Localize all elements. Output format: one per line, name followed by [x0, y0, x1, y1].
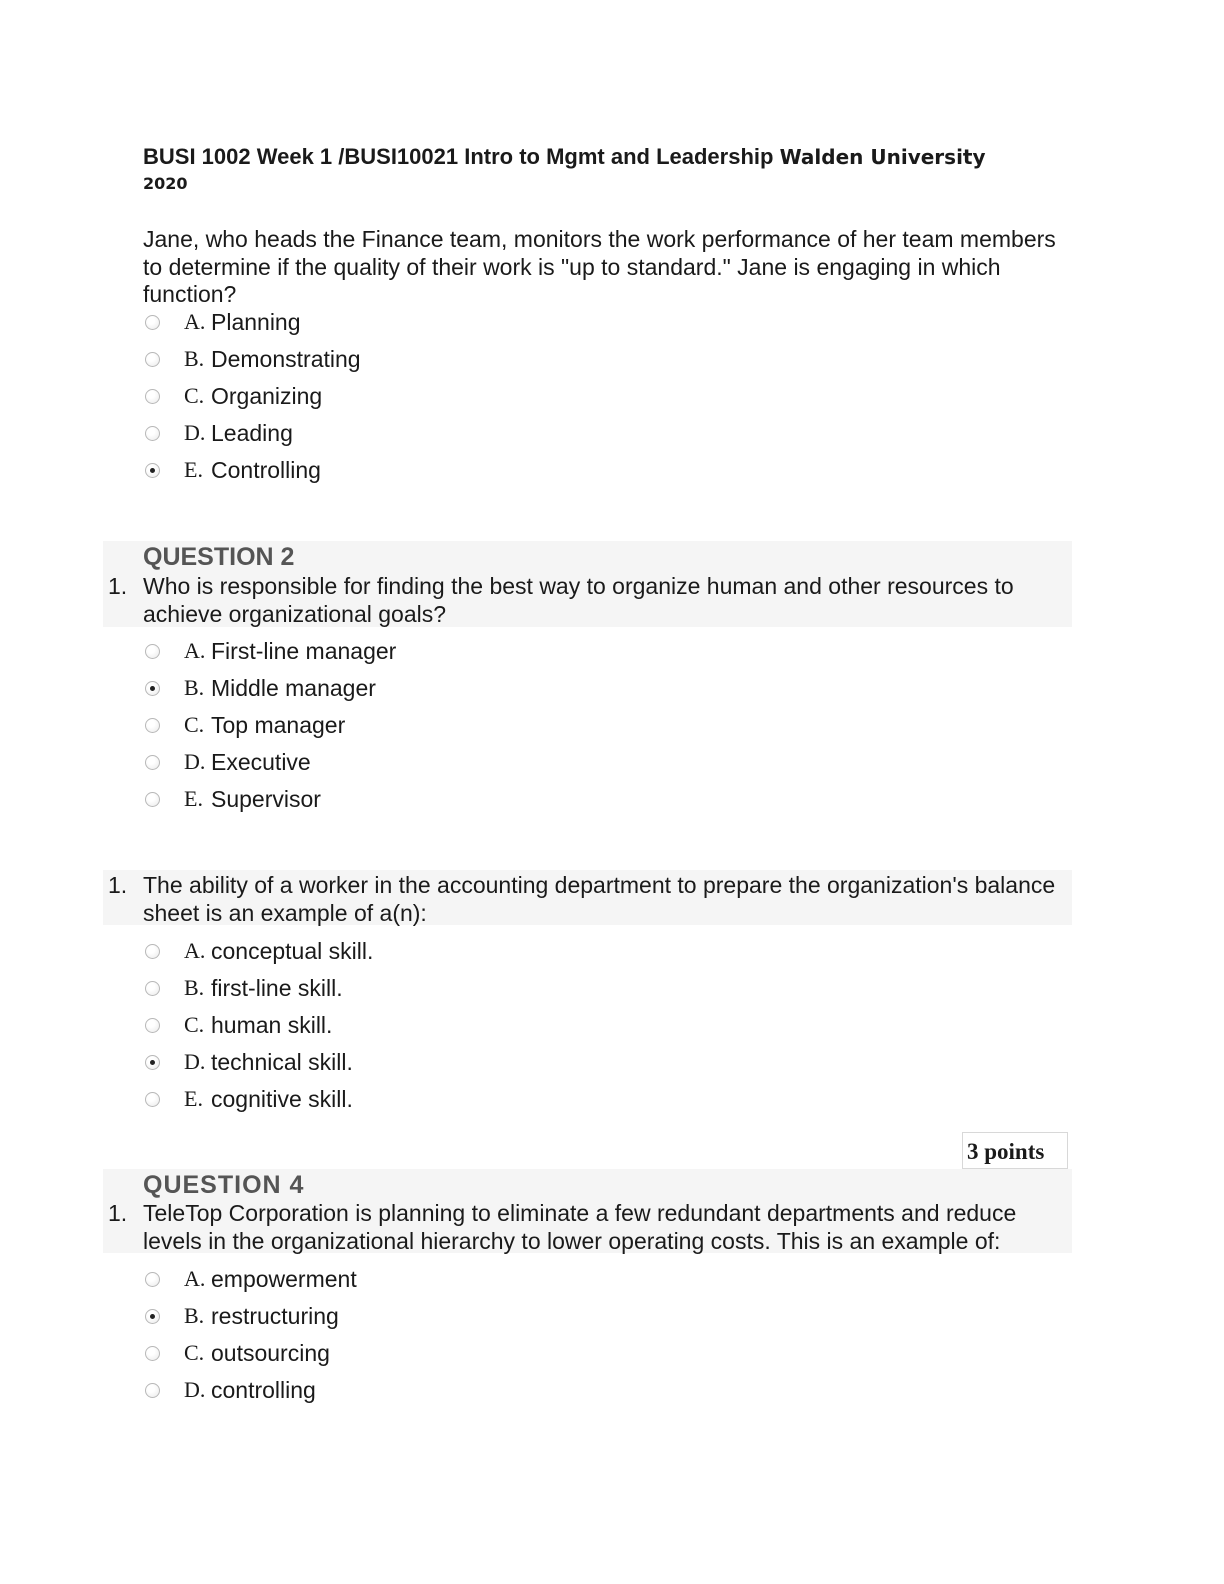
radio-icon[interactable] — [145, 352, 160, 367]
option-text: Planning — [211, 308, 301, 335]
radio-icon[interactable] — [145, 1018, 160, 1033]
option-letter: E. — [184, 786, 203, 811]
question-3-text: The ability of a worker in the accounting department to prepare the organization's balance sheet is an example of a(n): — [143, 872, 1056, 926]
q3-option-a[interactable] — [145, 937, 373, 965]
question-4-text: TeleTop Corporation is planning to eliminate a few redundant departments and reduce levels in the organizational hierarchy to lower operating costs. This is an example of: — [143, 1200, 1017, 1254]
radio-icon[interactable] — [145, 981, 160, 996]
option-text: cognitive skill. — [211, 1085, 353, 1112]
option-text: Top manager — [211, 711, 346, 738]
question-2-number: 1. — [108, 573, 128, 599]
radio-icon[interactable] — [145, 1346, 160, 1361]
option-text: Executive — [211, 748, 311, 775]
q3-option-e[interactable] — [145, 1085, 353, 1113]
option-text: restructuring — [211, 1302, 339, 1329]
option-text: First-line manager — [211, 637, 397, 664]
document-year: 2020 — [143, 174, 188, 193]
q4-option-b[interactable] — [145, 1302, 339, 1330]
question-3-number: 1. — [108, 872, 128, 898]
option-letter: A. — [184, 309, 206, 334]
radio-icon[interactable] — [145, 1383, 160, 1398]
q2-option-a[interactable] — [145, 637, 396, 665]
q4-option-c[interactable] — [145, 1339, 330, 1367]
q2-option-b[interactable] — [145, 674, 376, 702]
option-text: controlling — [211, 1376, 316, 1403]
q3-option-b[interactable] — [145, 974, 343, 1002]
option-letter: A. — [184, 1266, 206, 1291]
option-letter: B. — [184, 975, 205, 1000]
q1-option-e[interactable] — [145, 456, 321, 484]
question-1-text: Jane, who heads the Finance team, monitors the work performance of her team members to determine if the quality of their work is "up to standard." Jane is engaging in which function? — [143, 226, 1056, 307]
radio-selected-icon[interactable] — [145, 1309, 160, 1324]
q3-option-c[interactable] — [145, 1011, 332, 1039]
option-text: Middle manager — [211, 674, 376, 701]
radio-selected-icon[interactable] — [145, 463, 160, 478]
question-2-text: Who is responsible for finding the best way to organize human and other resources to achieve organizational goals? — [143, 573, 1014, 627]
option-letter: E. — [184, 1086, 203, 1111]
q1-option-b[interactable] — [145, 345, 361, 373]
option-text: Controlling — [211, 456, 321, 483]
question-4-heading: QUESTION 4 — [143, 1171, 305, 1199]
q1-option-a[interactable] — [145, 308, 301, 336]
q1-option-c[interactable] — [145, 382, 322, 410]
option-text: Demonstrating — [211, 345, 361, 372]
option-letter: D. — [184, 749, 206, 774]
option-letter: D. — [184, 1377, 206, 1402]
option-text: Leading — [211, 419, 293, 446]
option-text: Organizing — [211, 382, 323, 409]
q2-option-d[interactable] — [145, 748, 311, 776]
points-badge: 3 points — [962, 1132, 1068, 1169]
radio-icon[interactable] — [145, 426, 160, 441]
radio-icon[interactable] — [145, 755, 160, 770]
option-letter: C. — [184, 1340, 205, 1365]
course-title: BUSI 1002 Week 1 /BUSI10021 Intro to Mgmt and Leadership — [143, 144, 774, 169]
option-letter: A. — [184, 938, 206, 963]
option-letter: D. — [184, 420, 206, 445]
radio-icon[interactable] — [145, 389, 160, 404]
option-text: conceptual skill. — [211, 937, 374, 964]
q1-option-d[interactable] — [145, 419, 293, 447]
q2-option-c[interactable] — [145, 711, 345, 739]
radio-icon[interactable] — [145, 644, 160, 659]
radio-icon[interactable] — [145, 1092, 160, 1107]
option-text: outsourcing — [211, 1339, 330, 1366]
option-text: Supervisor — [211, 785, 321, 812]
radio-icon[interactable] — [145, 718, 160, 733]
school-name: Walden University — [779, 145, 986, 169]
question-4-number: 1. — [108, 1200, 128, 1226]
radio-selected-icon[interactable] — [145, 1055, 160, 1070]
option-letter: D. — [184, 1049, 206, 1074]
q4-option-a[interactable] — [145, 1265, 357, 1293]
q3-option-d[interactable] — [145, 1048, 353, 1076]
option-letter: B. — [184, 346, 205, 371]
option-text: human skill. — [211, 1011, 333, 1038]
radio-icon[interactable] — [145, 315, 160, 330]
option-letter: E. — [184, 457, 203, 482]
question-2-heading: QUESTION 2 — [143, 543, 295, 571]
option-text: empowerment — [211, 1265, 357, 1292]
option-letter: C. — [184, 383, 205, 408]
radio-icon[interactable] — [145, 944, 160, 959]
document-title — [143, 144, 986, 170]
radio-selected-icon[interactable] — [145, 681, 160, 696]
q4-option-d[interactable] — [145, 1376, 316, 1404]
option-letter: C. — [184, 712, 205, 737]
option-letter: B. — [184, 675, 205, 700]
option-text: first-line skill. — [211, 974, 343, 1001]
option-letter: A. — [184, 638, 206, 663]
q2-option-e[interactable] — [145, 785, 321, 813]
radio-icon[interactable] — [145, 1272, 160, 1287]
option-text: technical skill. — [211, 1048, 353, 1075]
option-letter: C. — [184, 1012, 205, 1037]
radio-icon[interactable] — [145, 792, 160, 807]
option-letter: B. — [184, 1303, 205, 1328]
